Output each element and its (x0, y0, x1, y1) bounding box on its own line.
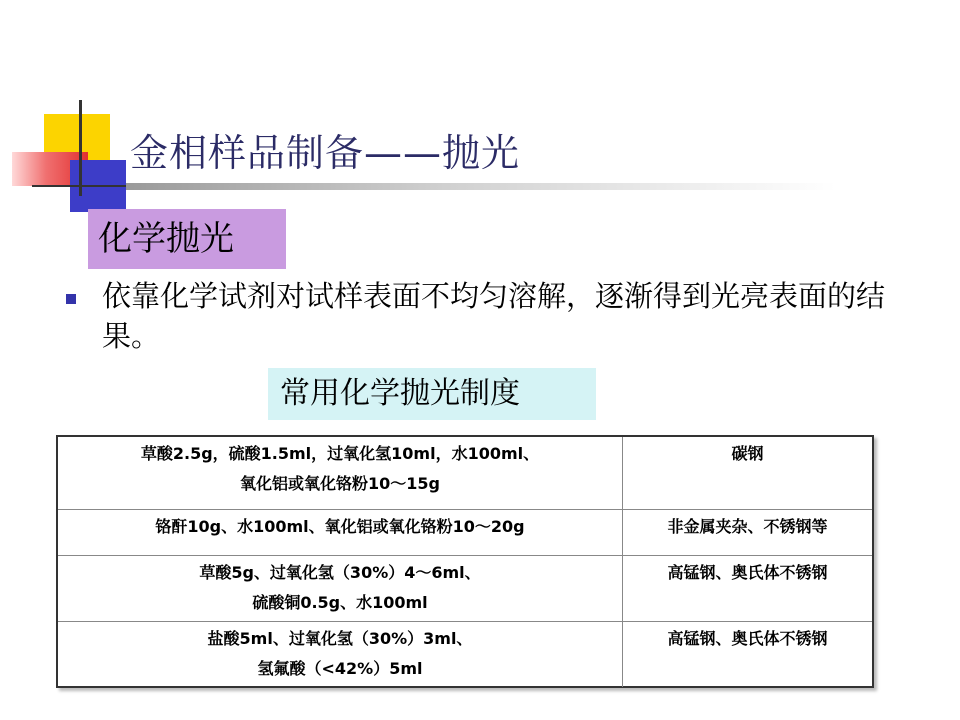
recipe-line: 草酸2.5g，硫酸1.5ml，过氧化氢10ml，水100ml、 (140, 444, 540, 463)
polishing-table (56, 435, 874, 688)
recipe-line: 草酸5g、过氧化氢（30%）4～6ml、 (199, 562, 481, 582)
deco-horizontal-line (32, 185, 128, 187)
table-row (58, 509, 872, 555)
deco-vertical-line (79, 100, 82, 196)
table-row (58, 555, 872, 621)
recipe-cell (58, 555, 623, 621)
table-caption: 常用化学抛光制度 (268, 368, 596, 420)
recipe-cell (58, 621, 623, 687)
recipe-cell (58, 437, 623, 509)
application-cell: 高锰钢、奥氏体不锈钢 (623, 555, 873, 621)
recipe-line: 盐酸5ml、过氧化氢（30%）3ml、 (207, 628, 473, 648)
recipe-line: 硫酸铜0.5g、水100ml (252, 592, 428, 612)
application-cell: 碳钢 (623, 437, 873, 509)
recipe-line: 铬酐10g、水100ml、氧化铝或氧化铬粉10～20g (155, 516, 525, 536)
application-cell: 非金属夹杂、不锈钢等 (623, 509, 873, 555)
recipe-line: 氧化铝或氧化铬粉10～15g (240, 474, 440, 493)
slide-title: 金相样品制备——抛光 (130, 131, 521, 175)
subheading: 化学抛光 (88, 209, 286, 269)
bullet-text: 依靠化学试剂对试样表面不均匀溶解，逐渐得到光亮表面的结果。 (102, 279, 886, 353)
recipe-line: 氢氟酸（<42%）5ml (257, 658, 423, 678)
application-cell: 高锰钢、奥氏体不锈钢 (623, 621, 873, 687)
table-row (58, 621, 872, 687)
bullet-square-icon (66, 294, 76, 304)
table-row (58, 437, 872, 509)
recipe-cell (58, 509, 623, 555)
title-underline (126, 183, 836, 190)
